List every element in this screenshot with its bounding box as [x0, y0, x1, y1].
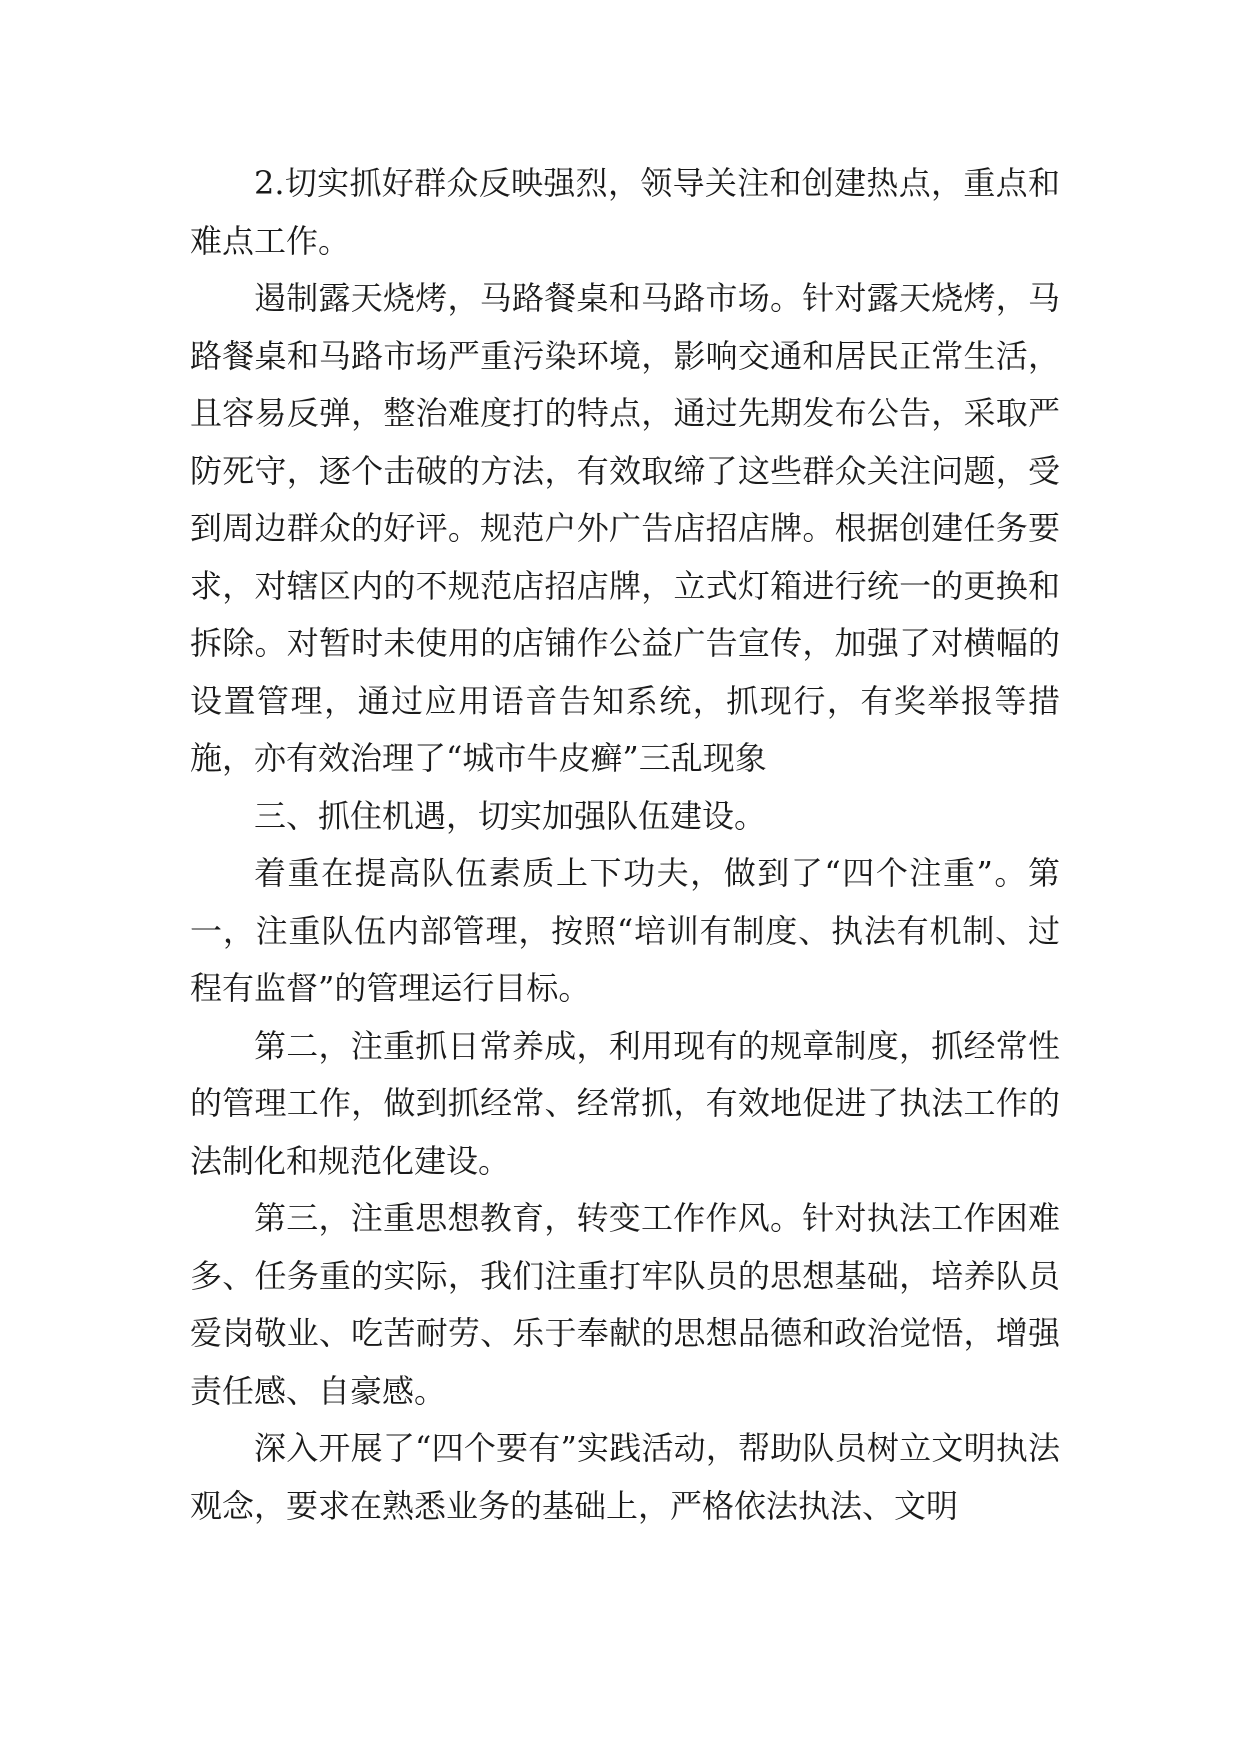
document-body [190, 155, 1060, 1535]
paragraph-section-3-heading: 三、抓住机遇，切实加强队伍建设。 [254, 796, 767, 835]
paragraph-four-musts: 深入开展了“四个要有”实践活动，帮助队员树立文明执法观念，要求在熟悉业务的基础上，严格依法执法、文明 [190, 1429, 1060, 1525]
paragraph-second-emphasis: 第二，注重抓日常养成，利用现有的规章制度，抓经常性的管理工作，做到抓经常、经常抓，有效地促进了执法工作的法制化和规范化建设。 [190, 1026, 1060, 1180]
paragraph-third-emphasis: 第三，注重思想教育，转变工作作风。针对执法工作困难多、任务重的实际，我们注重打牢队员的思想基础，培养队员爱岗敬业、吃苦耐劳、乐于奉献的思想品德和政治觉悟，增强责任感、自豪感。 [190, 1199, 1060, 1410]
paragraph-section-2-heading: 2.切实抓好群众反映强烈，领导关注和创建热点，重点和难点工作。 [190, 164, 1060, 260]
paragraph-four-emphases: 着重在提高队伍素质上下功夫，做到了“四个注重”。第一，注重队伍内部管理，按照“培训有制度、执法有机制、过程有监督”的管理运行目标。 [190, 854, 1060, 1007]
paragraph-barbecue-regulation: 遏制露天烧烤，马路餐桌和马路市场。针对露天烧烤，马路餐桌和马路市场严重污染环境，影响交通和居民正常生活，且容易反弹，整治难度打的特点，通过先期发布公告，采取严防死守，逐个击破的方法，有效取缔了这些群众关注问题，受到周边群众的好评。规范户外广告店招店牌。根据创建任务要求，对辖区内的不规范店招店牌，立式灯箱进行统一的更换和拆除。对暂时未使用的店铺作公益广告宣传，加强了对横幅的设置管理，通过应用语音告知系统，抓现行，有奖举报等措施，亦有效治理了“城市牛皮癣”三乱现象 [190, 279, 1060, 777]
